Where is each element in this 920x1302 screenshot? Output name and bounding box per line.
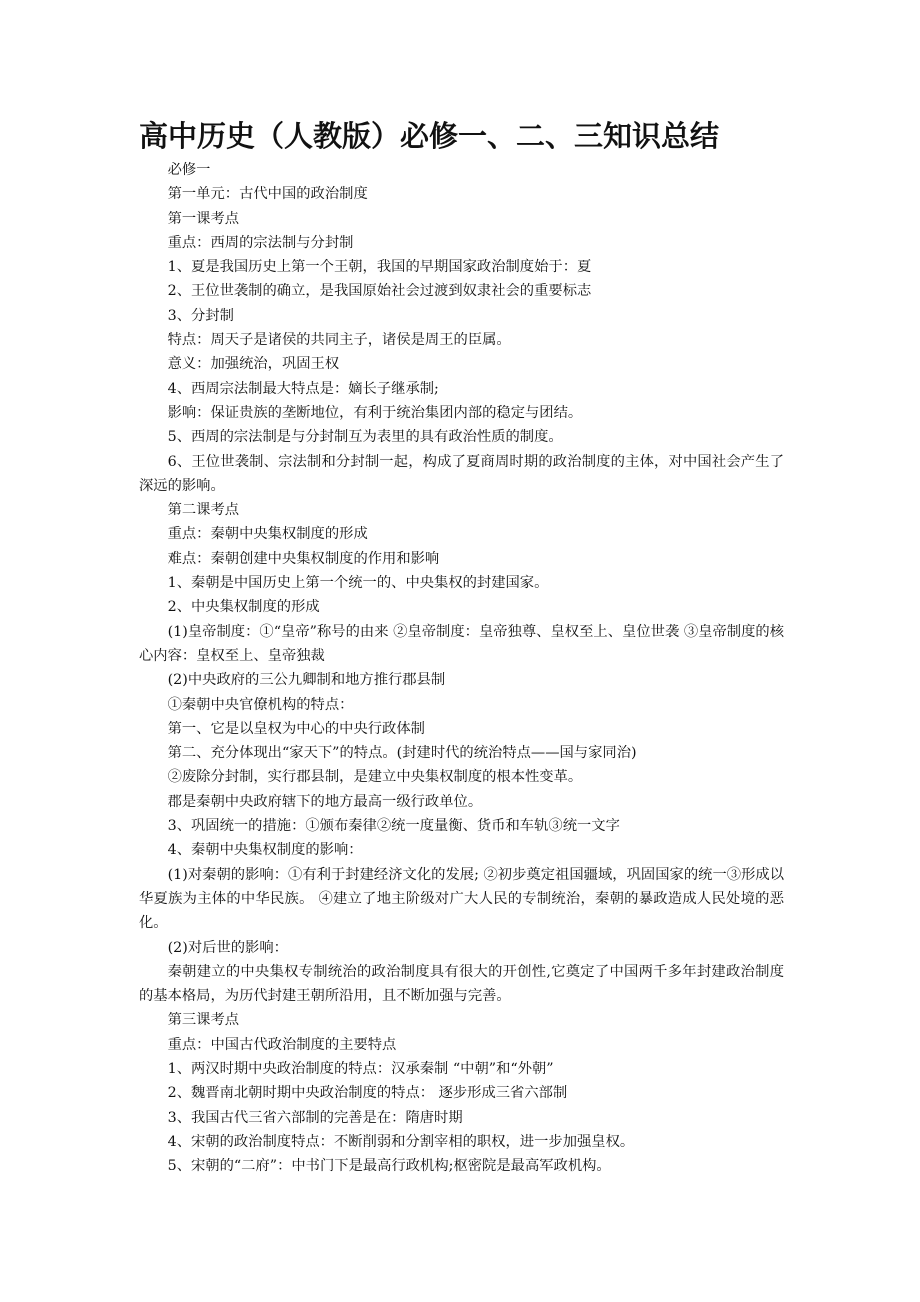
- paragraph: ①秦朝中央官僚机构的特点：: [167, 696, 354, 713]
- paragraph: 2、中央集权制度的形成: [167, 599, 320, 616]
- paragraph: ②废除分封制，实行郡县制，是建立中央集权制度的根本性变革。: [167, 769, 583, 786]
- paragraph: (1)对秦朝的影响：①有利于封建经济文化的发展; ②初步奠定祖国疆域，巩固国家的统一③形成以华夏族为主体的中华民族。 ④建立了地主阶级对广大人民的专制统治，秦朝的暴政造成人民处境的恶化。: [139, 866, 784, 932]
- paragraph: 第三课考点: [167, 1012, 240, 1029]
- paragraph: 1、秦朝是中国历史上第一个统一的、中央集权的封建国家。: [167, 575, 549, 592]
- paragraph: 3、巩固统一的措施：①颁布秦律②统一度量衡、货币和车轨③统一文字: [167, 818, 620, 835]
- paragraph: 郡是秦朝中央政府辖下的地方最高一级行政单位。: [167, 793, 483, 810]
- paragraph: 第一单元：古代中国的政治制度: [167, 186, 368, 203]
- paragraph: 4、西周宗法制最大特点是：嫡长子继承制;: [167, 380, 439, 397]
- paragraph: 特点：周天子是诸侯的共同主子，诸侯是周王的臣属。: [167, 332, 511, 349]
- paragraph: 6、王位世袭制、宗法制和分封制一起，构成了夏商周时期的政治制度的主体，对中国社会产生了深远的影响。: [139, 453, 784, 494]
- paragraph: 重点：秦朝中央集权制度的形成: [167, 526, 368, 543]
- document-body: [139, 158, 784, 1178]
- paragraph: 4、宋朝的政治制度特点：不断削弱和分割宰相的职权，进一步加强皇权。: [167, 1133, 635, 1150]
- paragraph: 难点：秦朝创建中央集权制度的作用和影响: [167, 550, 440, 567]
- paragraph: 第一、它是以皇权为中心的中央行政体制: [167, 720, 425, 737]
- document-title: 高中历史（人教版）必修一、二、三知识总结: [139, 119, 720, 153]
- paragraph: 第二课考点: [167, 502, 240, 519]
- paragraph: (2)对后世的影响：: [167, 939, 288, 956]
- paragraph: 1、夏是我国历史上第一个王朝，我国的早期国家政治制度始于：夏: [167, 259, 592, 276]
- paragraph: 2、王位世袭制的确立，是我国原始社会过渡到奴隶社会的重要标志: [167, 283, 592, 300]
- paragraph: 重点：西周的宗法制与分封制: [167, 234, 354, 251]
- paragraph: 影响：保证贵族的垄断地位，有利于统治集团内部的稳定与团结。: [167, 404, 583, 421]
- paragraph: 秦朝建立的中央集权专制统治的政治制度具有很大的开创性,它奠定了中国两千多年封建政治制度的基本格局，为历代封建王朝所沿用，且不断加强与完善。: [139, 963, 784, 1005]
- paragraph: 第二、充分体现出“家天下”的特点。(封建时代的统治特点——国与家同治): [167, 745, 637, 762]
- paragraph: (1)皇帝制度：①“皇帝”称号的由来 ②皇帝制度：皇帝独尊、皇权至上、皇位世袭 ③皇帝制度的核心内容：皇权至上、皇帝独裁: [139, 623, 784, 664]
- paragraph: 4、秦朝中央集权制度的影响：: [167, 842, 363, 859]
- paragraph: 1、两汉时期中央政治制度的特点：汉承秦制 “中朝”和“外朝”: [167, 1060, 554, 1077]
- paragraph: 3、我国古代三省六部制的完善是在：隋唐时期: [167, 1109, 463, 1126]
- paragraph: 意义：加强统治，巩固王权: [167, 356, 340, 373]
- paragraph: (2)中央政府的三公九卿制和地方推行郡县制: [167, 672, 446, 689]
- paragraph: 第一课考点: [167, 210, 240, 227]
- paragraph: 重点：中国古代政治制度的主要特点: [167, 1036, 397, 1053]
- paragraph: 5、宋朝的“二府”：中书门下是最高行政机构;枢密院是最高军政机构。: [167, 1158, 611, 1175]
- paragraph: 2、魏晋南北朝时期中央政治制度的特点： 逐步形成三省六部制: [167, 1085, 568, 1102]
- paragraph: 必修一: [167, 162, 211, 178]
- paragraph: 5、西周的宗法制是与分封制互为表里的具有政治性质的制度。: [167, 429, 563, 446]
- paragraph: 3、分封制: [167, 307, 234, 324]
